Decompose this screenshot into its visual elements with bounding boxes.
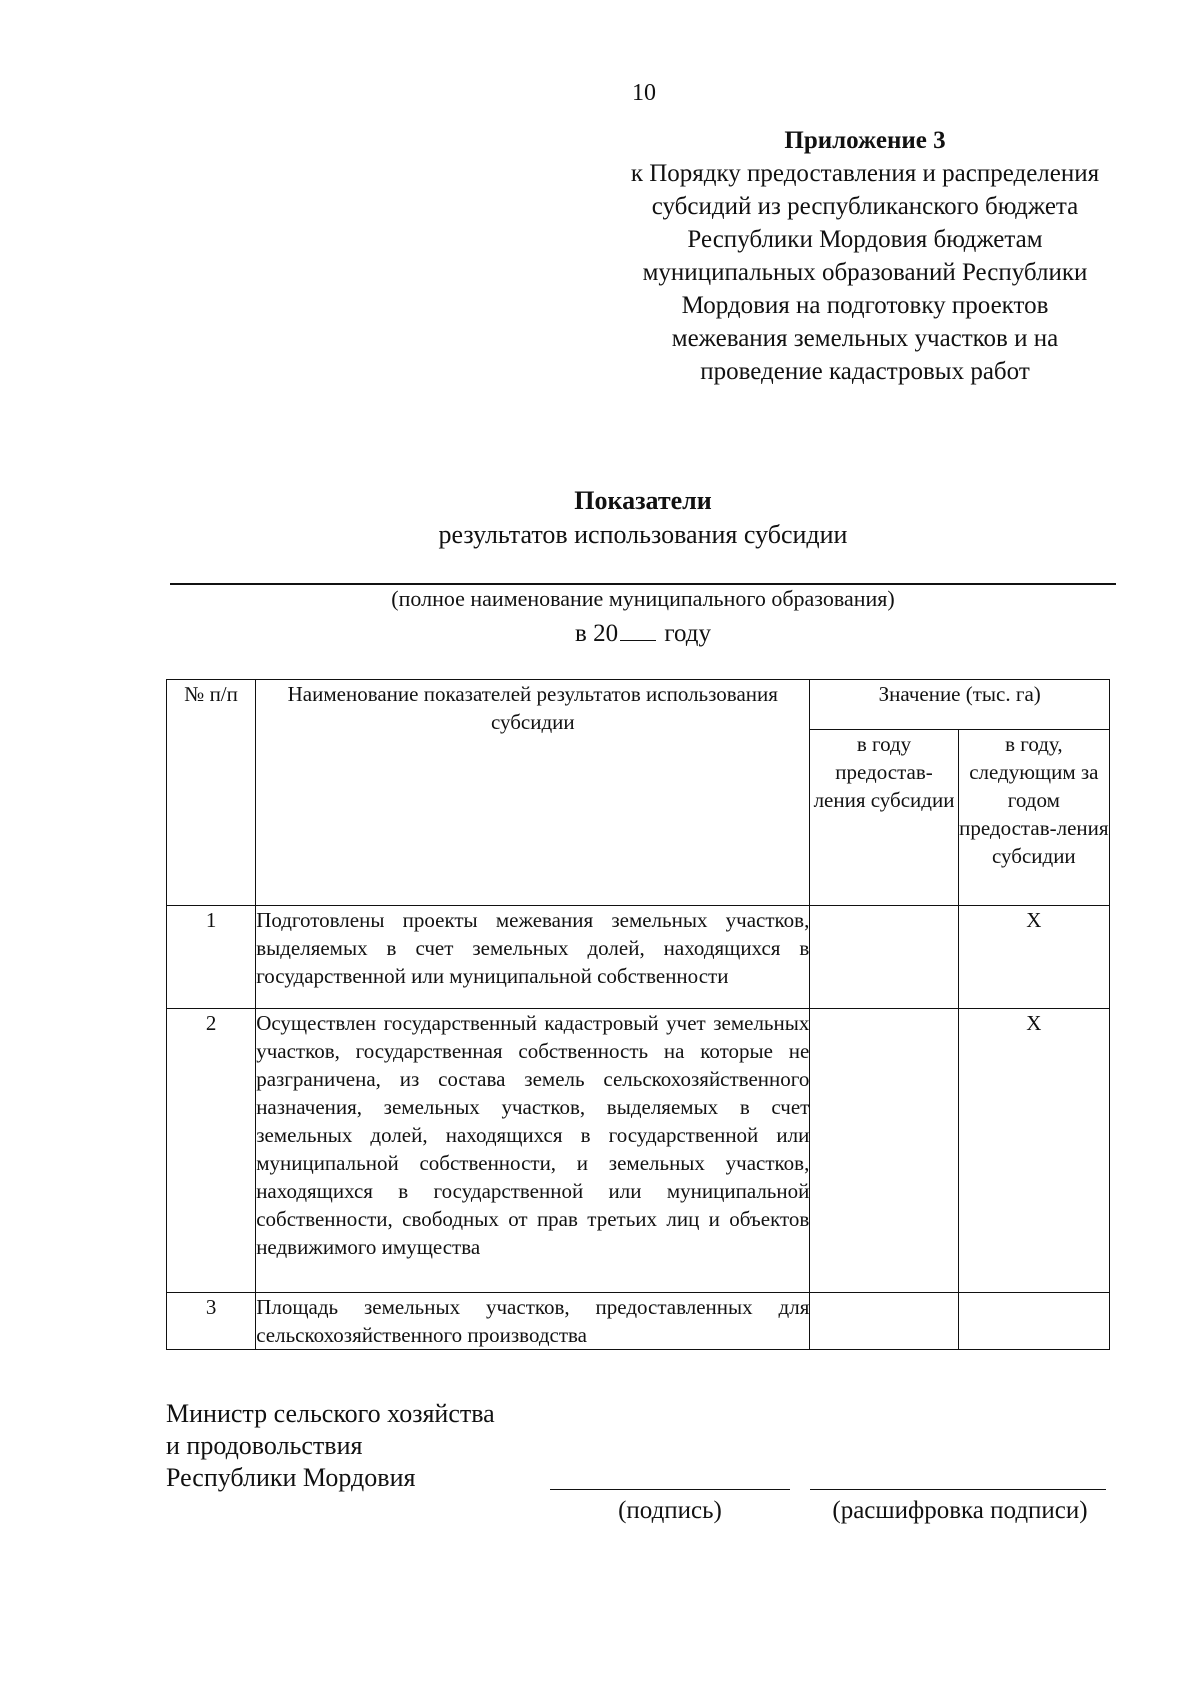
row-value-next-year	[958, 1293, 1109, 1350]
header-number: № п/п	[167, 680, 256, 906]
table-row	[167, 906, 1110, 1009]
appendix-text: к Порядку предоставления и распределения субсидий из республиканского бюджета Республики Мордовия бюджетам муниципальных образований Республики Мордовия на подготовку проектов межевания земельных участков и на проведение кадастровых работ	[630, 160, 1100, 385]
row-number: 1	[167, 906, 256, 1009]
appendix-title: Приложение 3	[784, 127, 946, 154]
signatory-position	[166, 1398, 495, 1494]
signatory-line-2: и продовольствия	[166, 1431, 363, 1460]
table-header-row	[167, 680, 1110, 730]
signatory-line-3: Республики Мордовия	[166, 1463, 416, 1492]
row-name: Подготовлены проекты межевания земельных участков, выделяемых в счет земельных долей, находящихся в государственной или муниципальной собственности	[256, 906, 810, 1009]
row-value-next-year: Х	[958, 906, 1109, 1009]
decoding-caption: (расшифровка подписи)	[832, 1497, 1088, 1524]
year-blank	[620, 618, 656, 641]
year-prefix: в 20	[575, 620, 619, 647]
header-name: Наименование показателей результатов использования субсидии	[256, 680, 810, 906]
decoding-line	[810, 1489, 1106, 1490]
appendix-block	[620, 124, 1110, 388]
signatory-line-1: Министр сельского хозяйства	[166, 1399, 495, 1428]
year-line	[170, 618, 1116, 648]
table-row	[167, 1009, 1110, 1293]
header-value-group: Значение (тыс. га)	[810, 680, 1110, 730]
row-name: Осуществлен государственный кадастровый учет земельных участков, государственная собственность на которые не разграничена, из состава земель сельскохозяйственного назначения, земельных участков, выделяемых в счет земельных долей, находящихся в государственной или муниципальной собственности, и земельных участков, находящихся в государственной или муниципальной собственности, свободных от прав третьих лиц и объектов недвижимого имущества	[256, 1009, 810, 1293]
row-value-current-year	[810, 906, 958, 1009]
row-value-current-year	[810, 1009, 958, 1293]
signature-line	[550, 1489, 790, 1490]
row-name: Площадь земельных участков, предоставленных для сельскохозяйственного производства	[256, 1293, 810, 1350]
heading-title: Показатели	[574, 486, 712, 515]
header-value-next-year: в году, следующим за годом предостав-ления субсидии	[958, 729, 1109, 905]
page-number: 10	[632, 80, 656, 106]
document-heading	[170, 484, 1116, 552]
row-number: 2	[167, 1009, 256, 1293]
municipality-name-line	[170, 583, 1116, 585]
table-row	[167, 1293, 1110, 1350]
municipality-caption: (полное наименование муниципального образования)	[391, 586, 895, 611]
row-value-current-year	[810, 1293, 958, 1350]
heading-subtitle: результатов использования субсидии	[438, 520, 848, 549]
year-suffix: году	[664, 620, 711, 647]
indicators-table	[166, 679, 1110, 1350]
signature-caption: (подпись)	[618, 1497, 722, 1524]
header-value-current-year: в году предостав-ления субсидии	[810, 729, 958, 905]
row-number: 3	[167, 1293, 256, 1350]
row-value-next-year: Х	[958, 1009, 1109, 1293]
